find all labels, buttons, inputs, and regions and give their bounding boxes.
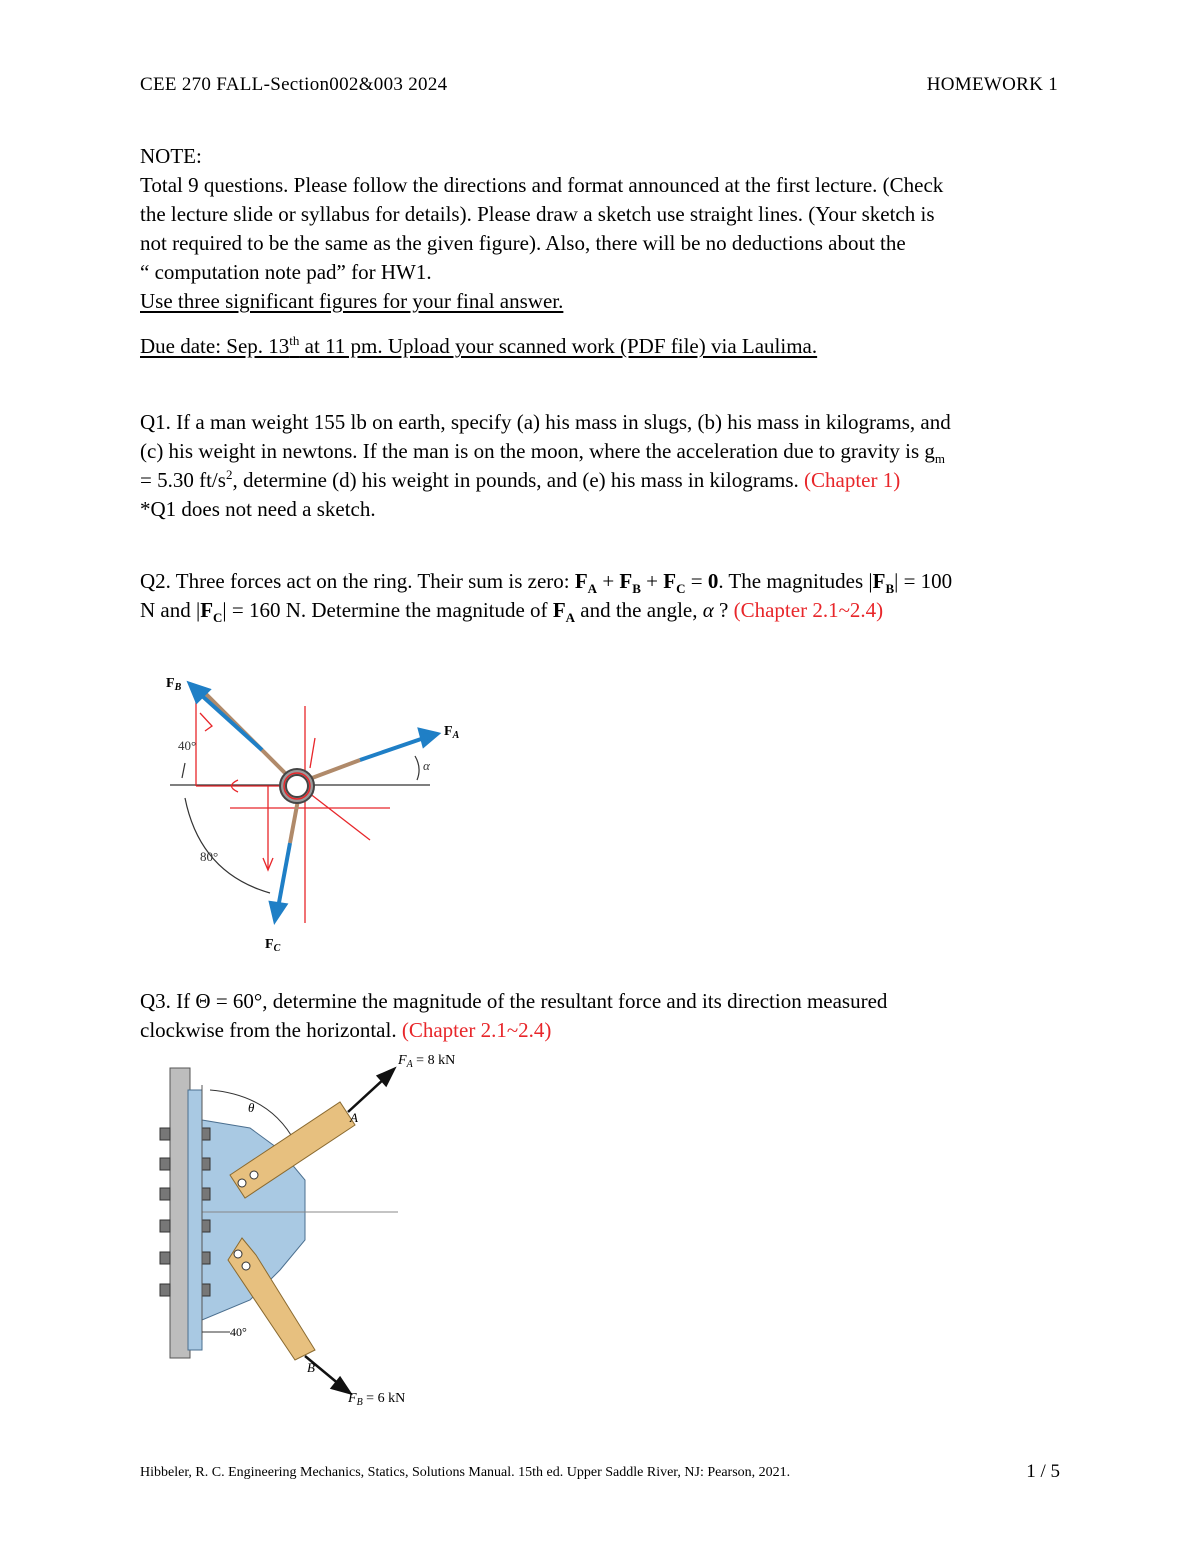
q2-line: N and $|F_C| = 160$ N. Determine the magnitude of $F_A$ and the angle, α ? (Chapter 2.1~2.4) [140,598,884,626]
footer-citation: Hibbeler, R. C. Engineering Mechanics, Statics, Solutions Manual. 15th ed. Upper Saddle River, NJ: Pearson, 2021. [140,1465,791,1480]
fc-arrowhead [271,903,285,920]
header-assignment: HOMEWORK 1 [926,74,1058,95]
question-1 [140,408,1090,524]
question-2 [140,567,1090,625]
label-alpha: α [423,758,430,773]
handwritten-annotations [196,698,390,923]
header-course: CEE 270 FALL-Section002&003 2024 [140,74,448,95]
q2-chapter: (Chapter 2.1~2.4) [733,598,884,622]
label-fa: $F_A$ [444,724,460,741]
note-line: the lecture slide or syllabus for details). Please draw a sketch use straight lines. (Your sketch is [140,202,935,226]
fa-arrowhead [420,730,437,745]
q3-bracket-figure [150,1050,480,1410]
q3-line: Q3. If Θ = 60°, determine the magnitude of the resultant force and its direction measured [140,989,888,1013]
q1-note: *Q1 does not need a sketch. [140,497,376,521]
label-angle-80: 80° [200,849,219,864]
q2-ring-figure [160,668,490,963]
label-fa: $F_A = 8$ kN [398,1053,456,1070]
q1-line: = 5.30 $ft/s^2$, determine (d) his weight in pounds, and (e) his mass in kilograms. (Chapter 1) [140,467,901,492]
page-number: 1 / 5 [1026,1461,1060,1482]
q1-chapter: (Chapter 1) [804,468,901,492]
wall [170,1068,190,1358]
label-fb: $F_B$ [166,676,182,693]
label-angle-40: 40° [230,1325,247,1339]
mount-plate [188,1090,202,1350]
note-title: NOTE: [140,144,202,168]
sig-figs-instruction: Use three significant figures for your final answer. [140,289,564,313]
label-theta: θ [248,1100,255,1115]
label-point-a: A [350,1110,358,1125]
angle-arc-80 [185,798,270,893]
fc-arrow-shaft [278,843,290,908]
label-fc: $F_C$ [265,937,281,954]
label-point-b: B [307,1360,315,1375]
note-section [140,142,1080,361]
fb-arrow-shaft [200,694,262,750]
angle-arc-alpha [415,756,419,780]
fa-arrow-shaft [360,738,424,760]
fa-arrow-shaft [348,1078,385,1112]
question-3 [140,987,1090,1045]
due-date: Due date: Sep. 13th at 11 pm. Upload your scanned work (PDF file) via Laulima. [140,333,818,358]
label-fb: $F_B = 6$ kN [348,1391,406,1408]
q2-line: Q2. Three forces act on the ring. Their sum is zero: $F_A + F_B + F_C = 0$. The magnitudes $|F_B| = 100$ [140,569,953,597]
q3-line: clockwise from the horizontal. (Chapter 2.1~2.4) [140,1018,552,1042]
q3-chapter: (Chapter 2.1~2.4) [401,1018,552,1042]
q1-line: (c) his weight in newtons. If the man is on the moon, where the acceleration due to gravity is $g_m$ [140,439,945,467]
label-angle-40: 40° [178,738,197,753]
note-line: Total 9 questions. Please follow the directions and format announced at the first lecture. (Check [140,173,944,197]
q1-line: Q1. If a man weight 155 lb on earth, specify (a) his mass in slugs, (b) his mass in kilograms, and [140,410,951,434]
note-line: not required to be the same as the given figure). Also, there will be no deductions about the [140,231,906,255]
note-line: “ computation note pad” for HW1. [140,260,432,284]
